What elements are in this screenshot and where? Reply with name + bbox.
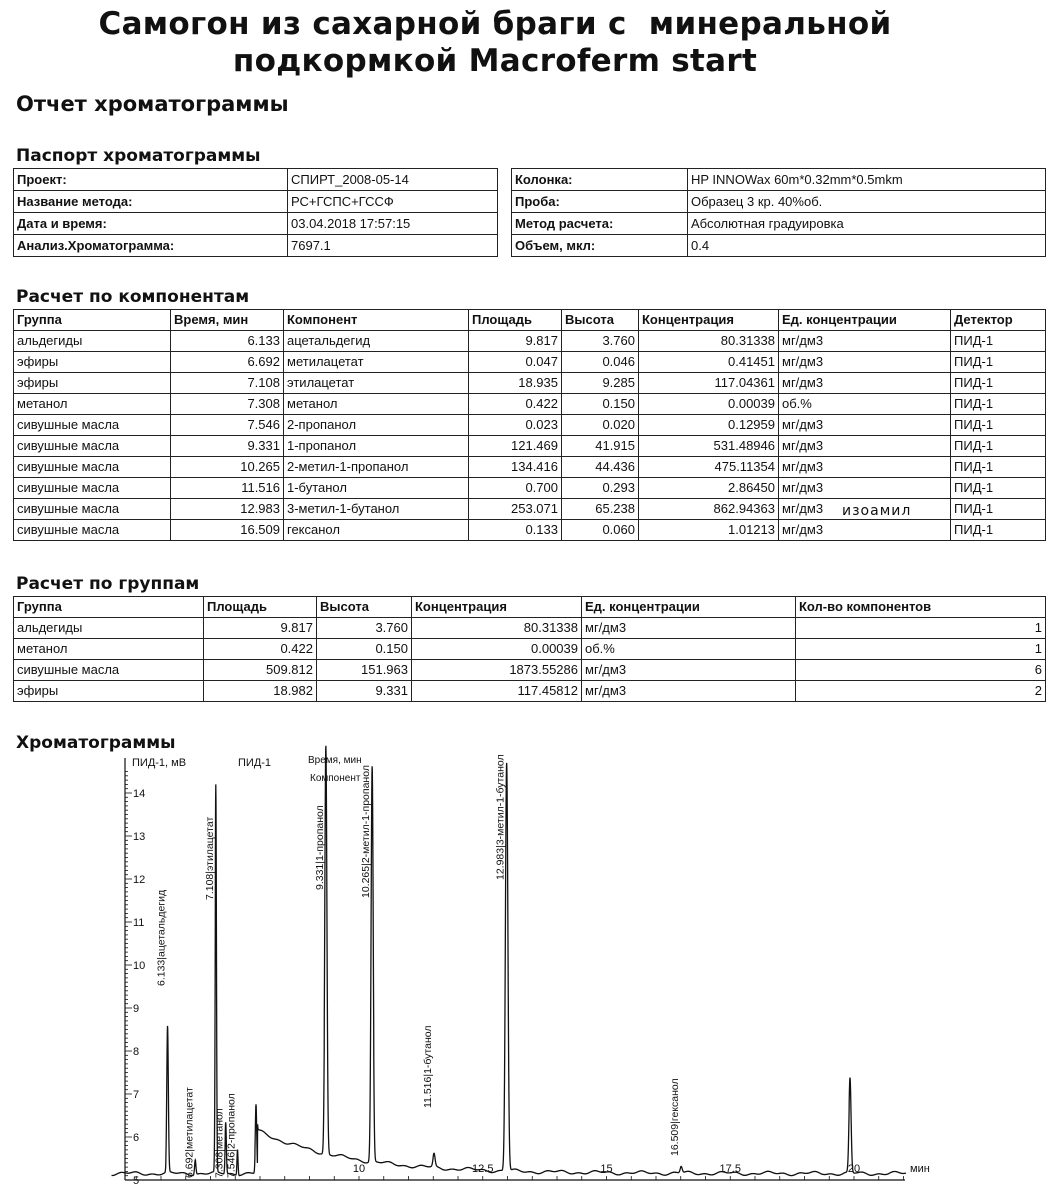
table-row <box>14 478 1046 499</box>
passport-value: 7697.1 <box>288 235 498 257</box>
table-cell: ПИД-1 <box>951 520 1046 541</box>
passport-value: 03.04.2018 17:57:15 <box>288 213 498 235</box>
column-header: Детектор <box>951 310 1046 331</box>
table-cell: мг/дм3 <box>582 681 796 702</box>
x-tick-label: 10 <box>352 1163 366 1175</box>
table-cell: альдегиды <box>14 618 204 639</box>
table-cell: 12.983 <box>171 499 284 520</box>
table-cell: ПИД-1 <box>951 436 1046 457</box>
y-tick-label: 5 <box>133 1175 140 1187</box>
passport-value: СПИРТ_2008-05-14 <box>288 169 498 191</box>
column-header: Группа <box>14 597 204 618</box>
handwritten-note: изоамил <box>842 503 912 519</box>
column-header: Ед. концентрации <box>779 310 951 331</box>
x-axis-unit: мин <box>910 1163 930 1175</box>
column-header: Концентрация <box>412 597 582 618</box>
table-cell: 134.416 <box>469 457 562 478</box>
peak-label: 7.308|метанол <box>213 1108 226 1178</box>
table-cell: метанол <box>14 639 204 660</box>
table-cell: 10.265 <box>171 457 284 478</box>
table-cell: 6 <box>796 660 1046 681</box>
table-cell: 9.331 <box>171 436 284 457</box>
column-header: Площадь <box>204 597 317 618</box>
y-tick-label: 8 <box>133 1046 140 1058</box>
table-row <box>14 331 1046 352</box>
table-cell: ПИД-1 <box>951 394 1046 415</box>
table-cell: 0.422 <box>469 394 562 415</box>
y-tick-label: 11 <box>133 917 145 929</box>
passport-value: РС+ГСПС+ГССФ <box>288 191 498 213</box>
table-cell: мг/дм3 <box>779 499 951 520</box>
y-tick-label: 9 <box>133 1003 140 1015</box>
table-cell: 41.915 <box>562 436 639 457</box>
table-cell: ПИД-1 <box>951 457 1046 478</box>
peak-label: 16.509|гексанол <box>669 1078 682 1156</box>
chromatogram-title: Хроматограммы <box>16 733 176 753</box>
table-cell: 1 <box>796 618 1046 639</box>
table-cell: 2-пропанол <box>284 415 469 436</box>
table-cell: мг/дм3 <box>779 352 951 373</box>
table-cell: мг/дм3 <box>779 520 951 541</box>
column-header: Кол-во компонентов <box>796 597 1046 618</box>
column-header: Высота <box>562 310 639 331</box>
table-cell: 1873.55286 <box>412 660 582 681</box>
table-cell: 0.023 <box>469 415 562 436</box>
table-cell: эфиры <box>14 373 171 394</box>
table-cell: 3.760 <box>562 331 639 352</box>
table-cell: 117.04361 <box>639 373 779 394</box>
passport-label: Проект: <box>14 169 288 191</box>
table-cell: 117.45812 <box>412 681 582 702</box>
table-cell: 531.48946 <box>639 436 779 457</box>
table-cell: ПИД-1 <box>951 331 1046 352</box>
passport-label: Объем, мкл: <box>512 235 688 257</box>
column-header: Компонент <box>284 310 469 331</box>
table-row <box>14 415 1046 436</box>
table-row <box>14 394 1046 415</box>
chromatogram-chart <box>0 740 1054 1200</box>
table-cell: 9.817 <box>204 618 317 639</box>
column-header: Концентрация <box>639 310 779 331</box>
table-row <box>14 457 1046 478</box>
table-cell: сивушные масла <box>14 436 171 457</box>
table-cell: мг/дм3 <box>582 618 796 639</box>
passport-value: 0.4 <box>688 235 1046 257</box>
table-cell: ПИД-1 <box>951 499 1046 520</box>
passport-title: Паспорт хроматограммы <box>16 146 261 166</box>
table-cell: сивушные масла <box>14 520 171 541</box>
passport-gap <box>498 191 512 213</box>
table-cell: 3.760 <box>317 618 412 639</box>
table-cell: 0.293 <box>562 478 639 499</box>
column-header: Ед. концентрации <box>582 597 796 618</box>
passport-label: Название метода: <box>14 191 288 213</box>
table-row <box>14 520 1046 541</box>
table-cell: 475.11354 <box>639 457 779 478</box>
passport-label: Колонка: <box>512 169 688 191</box>
table-cell: 2.86450 <box>639 478 779 499</box>
table-cell: 2-метил-1-пропанол <box>284 457 469 478</box>
passport-gap <box>498 235 512 257</box>
groups-title: Расчет по группам <box>16 574 200 594</box>
table-cell: ПИД-1 <box>951 352 1046 373</box>
table-cell: 121.469 <box>469 436 562 457</box>
table-cell: 0.700 <box>469 478 562 499</box>
table-cell: 0.41451 <box>639 352 779 373</box>
table-cell: ПИД-1 <box>951 478 1046 499</box>
table-row <box>14 660 1046 681</box>
table-cell: 1.01213 <box>639 520 779 541</box>
table-cell: 6.133 <box>171 331 284 352</box>
passport-label: Анализ.Хроматограмма: <box>14 235 288 257</box>
table-cell: 0.00039 <box>412 639 582 660</box>
peak-label: 11.516|1-бутанол <box>422 1025 434 1108</box>
table-cell: альдегиды <box>14 331 171 352</box>
table-cell: 80.31338 <box>412 618 582 639</box>
peak-label: 7.546|2-пропанол <box>225 1093 238 1178</box>
legend-time-label: Время, мин <box>308 755 362 766</box>
table-cell: 11.516 <box>171 478 284 499</box>
table-cell: 253.071 <box>469 499 562 520</box>
table-cell: мг/дм3 <box>779 373 951 394</box>
table-cell: 16.509 <box>171 520 284 541</box>
table-cell: 1 <box>796 639 1046 660</box>
table-cell: ПИД-1 <box>951 373 1046 394</box>
table-cell: этилацетат <box>284 373 469 394</box>
peak-label: 10.265|2-метил-1-пропанол <box>360 765 373 898</box>
table-cell: 7.108 <box>171 373 284 394</box>
channel-label: ПИД-1 <box>238 757 272 769</box>
table-cell: 0.020 <box>562 415 639 436</box>
peak-label: 12.983|3-метил-1-бутанол <box>494 754 507 880</box>
table-cell: 18.935 <box>469 373 562 394</box>
table-cell: 2 <box>796 681 1046 702</box>
table-cell: сивушные масла <box>14 660 204 681</box>
passport-row <box>14 191 1046 213</box>
column-header: Высота <box>317 597 412 618</box>
passport-row <box>14 213 1046 235</box>
y-tick-label: 10 <box>133 960 146 972</box>
table-cell: 7.308 <box>171 394 284 415</box>
table-cell: ацетальдегид <box>284 331 469 352</box>
table-cell: ПИД-1 <box>951 415 1046 436</box>
x-tick-label: 12.5 <box>472 1163 494 1175</box>
table-cell: 44.436 <box>562 457 639 478</box>
table-cell: 0.046 <box>562 352 639 373</box>
table-row <box>14 681 1046 702</box>
x-tick-label: 17.5 <box>719 1163 741 1175</box>
table-cell: мг/дм3 <box>779 457 951 478</box>
peak-label: 6.133|ацетальдегид <box>155 889 168 986</box>
passport-row <box>14 235 1046 257</box>
table-cell: 18.982 <box>204 681 317 702</box>
page-title <box>0 6 990 80</box>
y-tick-label: 6 <box>133 1132 140 1144</box>
table-cell: 0.00039 <box>639 394 779 415</box>
table-cell: 80.31338 <box>639 331 779 352</box>
table-cell: 1-бутанол <box>284 478 469 499</box>
page-title-line1: Самогон из сахарной браги с минеральной <box>98 6 892 42</box>
passport-label: Проба: <box>512 191 688 213</box>
table-cell: 3-метил-1-бутанол <box>284 499 469 520</box>
column-header: Площадь <box>469 310 562 331</box>
table-cell: сивушные масла <box>14 478 171 499</box>
passport-gap <box>498 169 512 191</box>
table-cell: 65.238 <box>562 499 639 520</box>
column-header: Время, мин <box>171 310 284 331</box>
table-cell: метанол <box>14 394 171 415</box>
table-cell: сивушные масла <box>14 415 171 436</box>
table-cell: 0.060 <box>562 520 639 541</box>
table-cell: 9.331 <box>317 681 412 702</box>
passport-label: Метод расчета: <box>512 213 688 235</box>
table-cell: мг/дм3 <box>582 660 796 681</box>
table-cell: 0.422 <box>204 639 317 660</box>
components-title: Расчет по компонентам <box>16 287 250 307</box>
report-title: Отчет хроматограммы <box>16 92 289 116</box>
table-cell: 0.150 <box>562 394 639 415</box>
table-cell: мг/дм3 <box>779 478 951 499</box>
y-axis-label: ПИД-1, мВ <box>132 757 187 769</box>
table-cell: метилацетат <box>284 352 469 373</box>
table-cell: 509.812 <box>204 660 317 681</box>
passport-table <box>13 168 1046 257</box>
peak-label: 7.108|этилацетат <box>203 816 216 900</box>
table-row <box>14 436 1046 457</box>
table-cell: об.% <box>582 639 796 660</box>
table-cell: сивушные масла <box>14 499 171 520</box>
table-cell: мг/дм3 <box>779 331 951 352</box>
table-cell: 6.692 <box>171 352 284 373</box>
x-tick-label: 20 <box>847 1163 861 1175</box>
legend-component-label: Компонент <box>310 773 361 784</box>
table-cell: 1-пропанол <box>284 436 469 457</box>
x-tick-label: 15 <box>600 1163 613 1175</box>
table-row <box>14 373 1046 394</box>
page-title-line2: подкормкой Macroferm start <box>232 43 758 79</box>
passport-value: Образец 3 кр. 40%об. <box>688 191 1046 213</box>
table-cell: мг/дм3 <box>779 415 951 436</box>
table-cell: 0.12959 <box>639 415 779 436</box>
table-cell: 862.94363 <box>639 499 779 520</box>
peak-label: 6.692|метилацетат <box>183 1087 196 1178</box>
table-cell: сивушные масла <box>14 457 171 478</box>
y-tick-label: 13 <box>133 831 146 843</box>
peak-label: 9.331|1-пропанол <box>313 805 326 890</box>
table-cell: 0.047 <box>469 352 562 373</box>
passport-label: Дата и время: <box>14 213 288 235</box>
table-cell: гексанол <box>284 520 469 541</box>
passport-value: HP INNOWax 60m*0.32mm*0.5mkm <box>688 169 1046 191</box>
table-cell: об.% <box>779 394 951 415</box>
y-tick-label: 14 <box>133 788 146 800</box>
passport-gap <box>498 213 512 235</box>
table-cell: эфиры <box>14 352 171 373</box>
table-cell: 0.150 <box>317 639 412 660</box>
table-cell: мг/дм3 <box>779 436 951 457</box>
groups-table <box>13 596 1046 702</box>
table-cell: 9.817 <box>469 331 562 352</box>
table-row <box>14 639 1046 660</box>
table-cell: 151.963 <box>317 660 412 681</box>
y-tick-label: 7 <box>133 1089 140 1101</box>
table-row <box>14 352 1046 373</box>
table-cell: эфиры <box>14 681 204 702</box>
table-cell: 9.285 <box>562 373 639 394</box>
passport-row <box>14 169 1046 191</box>
column-header: Группа <box>14 310 171 331</box>
table-cell: 7.546 <box>171 415 284 436</box>
table-row <box>14 618 1046 639</box>
table-cell: 0.133 <box>469 520 562 541</box>
passport-value: Абсолютная градуировка <box>688 213 1046 235</box>
table-cell: метанол <box>284 394 469 415</box>
y-tick-label: 12 <box>133 874 146 886</box>
